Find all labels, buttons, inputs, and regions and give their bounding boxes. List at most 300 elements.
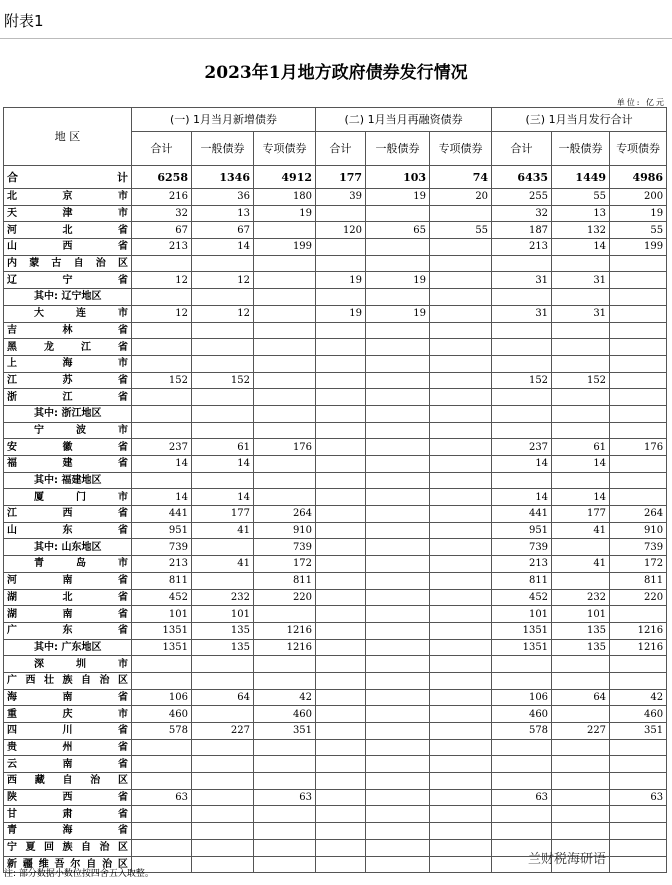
table-cell: 176 [610,439,667,456]
table-cell [366,806,430,823]
table-cell [192,472,254,489]
region-name: 重 庆 市 [4,706,132,723]
table-cell [610,422,667,439]
table-cell: 452 [492,589,552,606]
table-cell: 177 [316,166,366,189]
table-row [4,322,667,339]
table-cell: 41 [552,522,610,539]
table-cell [430,789,492,806]
region-name: 新 疆 维 吾 尔 自 治 区 [4,856,132,873]
table-cell [132,823,192,840]
region-name: 其中: 福建地区 [4,472,132,489]
table-cell: 74 [430,166,492,189]
table-cell [492,806,552,823]
table-cell: 31 [552,272,610,289]
table-cell [132,355,192,372]
table-row [4,289,667,306]
region-name: 上 海 市 [4,355,132,372]
table-cell [254,823,316,840]
table-cell: 460 [254,706,316,723]
table-cell [610,272,667,289]
table-cell [366,389,430,406]
region-name: 广 西 壮 族 自 治 区 [4,672,132,689]
table-cell: 237 [492,439,552,456]
table-cell: 14 [192,239,254,256]
table-cell: 19 [610,205,667,222]
table-cell [254,856,316,873]
table-cell: 213 [132,239,192,256]
table-cell: 32 [132,205,192,222]
table-cell [254,456,316,473]
region-name: 青 海 省 [4,823,132,840]
col-header: 一般债券 [192,132,254,166]
table-cell: 132 [552,222,610,239]
table-cell [610,355,667,372]
table-cell [254,339,316,356]
table-cell: 6258 [132,166,192,189]
table-cell [492,656,552,673]
table-cell [192,739,254,756]
table-row [4,589,667,606]
table-cell [430,255,492,272]
table-cell [192,706,254,723]
footnote: 注: 部分数据小数位按四舍五入取整。 [4,869,154,879]
table-cell [366,689,430,706]
table-cell [316,522,366,539]
table-cell [316,589,366,606]
table-cell [366,422,430,439]
table-cell: 67 [192,222,254,239]
table-cell: 67 [132,222,192,239]
table-cell [492,322,552,339]
table-cell: 13 [552,205,610,222]
table-cell: 32 [492,205,552,222]
table-cell [366,589,430,606]
table-cell [366,572,430,589]
table-cell [132,839,192,856]
table-cell: 152 [192,372,254,389]
table-cell [132,756,192,773]
table-cell [552,773,610,790]
table-cell [552,255,610,272]
table-row [4,556,667,573]
table-cell: 14 [492,456,552,473]
table-cell: 460 [492,706,552,723]
region-name: 山 西 省 [4,239,132,256]
table-cell [192,405,254,422]
table-cell [492,389,552,406]
table-cell [316,472,366,489]
table-cell: 951 [132,522,192,539]
table-cell: 227 [552,723,610,740]
table-cell: 213 [492,239,552,256]
table-cell: 739 [132,539,192,556]
table-row [4,222,667,239]
table-cell: 64 [552,689,610,706]
table-cell [316,439,366,456]
table-cell [430,672,492,689]
table-cell [552,739,610,756]
table-cell: 441 [132,506,192,523]
table-cell [552,823,610,840]
table-row [4,823,667,840]
table-cell: 42 [610,689,667,706]
table-cell: 1449 [552,166,610,189]
group-header-refinance: (二) 1月当月再融资债券 [316,108,492,132]
table-cell [610,756,667,773]
table-cell [316,355,366,372]
region-name: 吉 林 省 [4,322,132,339]
table-cell [316,739,366,756]
table-cell [610,656,667,673]
table-cell: 31 [552,305,610,322]
table-cell [316,672,366,689]
col-header: 一般债券 [366,132,430,166]
table-cell [430,372,492,389]
table-cell [430,289,492,306]
table-cell [366,823,430,840]
table-cell [430,539,492,556]
table-cell [430,472,492,489]
table-cell [610,806,667,823]
table-cell [430,205,492,222]
table-cell [316,572,366,589]
table-cell [610,322,667,339]
region-name: 深 圳 市 [4,656,132,673]
table-cell: 41 [552,556,610,573]
table-cell: 739 [254,539,316,556]
table-row [4,539,667,556]
table-cell [430,622,492,639]
table-cell [192,389,254,406]
table-cell: 120 [316,222,366,239]
table-row [4,255,667,272]
region-name: 其中: 辽宁地区 [4,289,132,306]
table-cell [366,489,430,506]
table-cell [552,339,610,356]
table-cell [610,339,667,356]
table-cell [552,405,610,422]
col-header: 合计 [316,132,366,166]
table-row [4,706,667,723]
table-cell [192,806,254,823]
table-cell: 14 [132,489,192,506]
table-cell [316,823,366,840]
table-cell: 106 [492,689,552,706]
table-cell: 101 [132,606,192,623]
table-cell: 42 [254,689,316,706]
table-cell [552,706,610,723]
table-row [4,506,667,523]
region-name: 其中: 浙江地区 [4,405,132,422]
table-cell [430,405,492,422]
table-cell [254,606,316,623]
table-cell: 19 [366,189,430,206]
table-cell [366,656,430,673]
table-cell [254,672,316,689]
table-cell [552,572,610,589]
table-cell [492,472,552,489]
table-cell [430,823,492,840]
table-cell [316,205,366,222]
table-cell: 64 [192,689,254,706]
table-row [4,522,667,539]
table-cell [366,205,430,222]
table-cell [430,839,492,856]
table-cell: 61 [552,439,610,456]
table-cell [366,556,430,573]
region-name: 大 连 市 [4,305,132,322]
table-cell [366,606,430,623]
table-row [4,656,667,673]
total-label: 合 计 [4,166,132,189]
table-cell [552,472,610,489]
col-header: 专项债券 [610,132,667,166]
group-header-new: (一) 1月当月新增债券 [132,108,316,132]
table-cell [132,656,192,673]
table-cell [492,739,552,756]
table-row [4,305,667,322]
table-cell [492,756,552,773]
table-cell [366,339,430,356]
table-cell: 811 [610,572,667,589]
table-row [4,189,667,206]
bond-issuance-table [3,107,667,873]
watermark: 兰财税海研语 [528,852,607,867]
table-cell [192,322,254,339]
region-name: 湖 北 省 [4,589,132,606]
table-cell: 135 [192,622,254,639]
table-row [4,639,667,656]
table-cell: 172 [254,556,316,573]
table-cell: 12 [192,305,254,322]
region-name: 宁 波 市 [4,422,132,439]
table-cell: 739 [492,539,552,556]
table-cell [610,606,667,623]
table-cell: 106 [132,689,192,706]
table-cell [192,355,254,372]
table-cell [552,289,610,306]
table-row [4,572,667,589]
table-cell: 135 [552,622,610,639]
table-cell: 31 [492,272,552,289]
table-cell: 351 [254,723,316,740]
table-cell [552,422,610,439]
table-cell [430,706,492,723]
table-cell: 213 [132,556,192,573]
table-cell [132,339,192,356]
table-cell [430,739,492,756]
region-name: 其中: 山东地区 [4,539,132,556]
table-cell: 65 [366,222,430,239]
top-divider [0,38,672,39]
table-cell: 101 [552,606,610,623]
table-cell [316,389,366,406]
table-cell: 578 [132,723,192,740]
table-cell [552,656,610,673]
table-cell [366,773,430,790]
table-row [4,472,667,489]
table-cell: 1351 [492,639,552,656]
table-cell: 811 [492,572,552,589]
table-cell: 910 [254,522,316,539]
table-cell: 227 [192,723,254,740]
table-cell [254,839,316,856]
table-cell [610,839,667,856]
table-cell: 172 [610,556,667,573]
region-name: 安 徽 省 [4,439,132,456]
table-cell [492,823,552,840]
table-row [4,739,667,756]
table-cell: 180 [254,189,316,206]
table-cell [430,239,492,256]
table-cell: 63 [132,789,192,806]
table-cell [366,355,430,372]
region-name: 青 岛 市 [4,556,132,573]
table-cell [316,606,366,623]
table-row [4,789,667,806]
table-cell [316,506,366,523]
table-cell: 12 [192,272,254,289]
table-cell: 14 [552,239,610,256]
table-cell [316,689,366,706]
table-cell [254,756,316,773]
table-cell [366,255,430,272]
region-name: 甘 肃 省 [4,806,132,823]
table-row [4,456,667,473]
table-cell [316,706,366,723]
table-cell [132,472,192,489]
table-cell: 264 [254,506,316,523]
table-cell: 1351 [132,639,192,656]
table-cell [430,806,492,823]
table-row [4,239,667,256]
table-cell: 910 [610,522,667,539]
table-cell [316,422,366,439]
table-cell [366,539,430,556]
table-row [4,422,667,439]
region-name: 河 南 省 [4,572,132,589]
table-cell [430,656,492,673]
table-cell [254,255,316,272]
table-row [4,405,667,422]
table-cell [430,723,492,740]
table-cell [366,756,430,773]
region-name: 浙 江 省 [4,389,132,406]
table-cell: 63 [610,789,667,806]
table-cell: 264 [610,506,667,523]
table-cell: 55 [430,222,492,239]
table-cell [316,622,366,639]
table-row [4,372,667,389]
table-cell: 101 [492,606,552,623]
table-cell: 460 [610,706,667,723]
table-cell [192,756,254,773]
table-cell: 152 [552,372,610,389]
table-cell: 177 [192,506,254,523]
table-cell [316,723,366,740]
region-name: 宁 夏 回 族 自 治 区 [4,839,132,856]
table-cell: 1216 [610,622,667,639]
table-cell [254,372,316,389]
table-cell [132,255,192,272]
table-cell [316,339,366,356]
table-cell [366,405,430,422]
table-cell [610,255,667,272]
table-cell [430,506,492,523]
table-cell: 213 [492,556,552,573]
table-cell [192,823,254,840]
region-name: 四 川 省 [4,723,132,740]
table-cell [316,456,366,473]
table-cell [430,489,492,506]
table-cell [430,272,492,289]
table-cell: 14 [492,489,552,506]
region-name: 河 北 省 [4,222,132,239]
table-cell [366,723,430,740]
table-cell [316,239,366,256]
table-cell [610,856,667,873]
table-cell [366,522,430,539]
region-name: 其中: 广东地区 [4,639,132,656]
table-cell: 200 [610,189,667,206]
table-cell [366,472,430,489]
table-cell: 61 [192,439,254,456]
annex-label: 附表1 [4,12,44,30]
table-cell: 452 [132,589,192,606]
table-cell: 1351 [132,622,192,639]
table-cell [430,756,492,773]
table-cell: 1216 [254,622,316,639]
table-cell [610,389,667,406]
table-cell [552,672,610,689]
table-cell [192,856,254,873]
table-cell [366,622,430,639]
table-cell: 135 [552,639,610,656]
table-row [4,806,667,823]
table-cell: 255 [492,189,552,206]
table-cell: 12 [132,305,192,322]
table-cell [316,372,366,389]
table-cell: 13 [192,205,254,222]
table-cell [316,756,366,773]
table-cell [316,839,366,856]
table-row [4,272,667,289]
table-cell [316,773,366,790]
table-cell [132,773,192,790]
table-cell [192,773,254,790]
table-cell [492,773,552,790]
table-cell: 199 [254,239,316,256]
table-cell [610,456,667,473]
col-header: 专项债券 [430,132,492,166]
table-cell [132,422,192,439]
table-cell: 152 [132,372,192,389]
table-cell [366,239,430,256]
table-cell [192,289,254,306]
table-cell [192,672,254,689]
region-name: 天 津 市 [4,205,132,222]
table-cell [132,806,192,823]
region-name: 湖 南 省 [4,606,132,623]
region-name: 西 藏 自 治 区 [4,773,132,790]
table-row [4,622,667,639]
unit-label: 单位: 亿元 [616,98,666,107]
table-cell: 460 [132,706,192,723]
table-cell [492,255,552,272]
table-cell [610,773,667,790]
table-row [4,355,667,372]
